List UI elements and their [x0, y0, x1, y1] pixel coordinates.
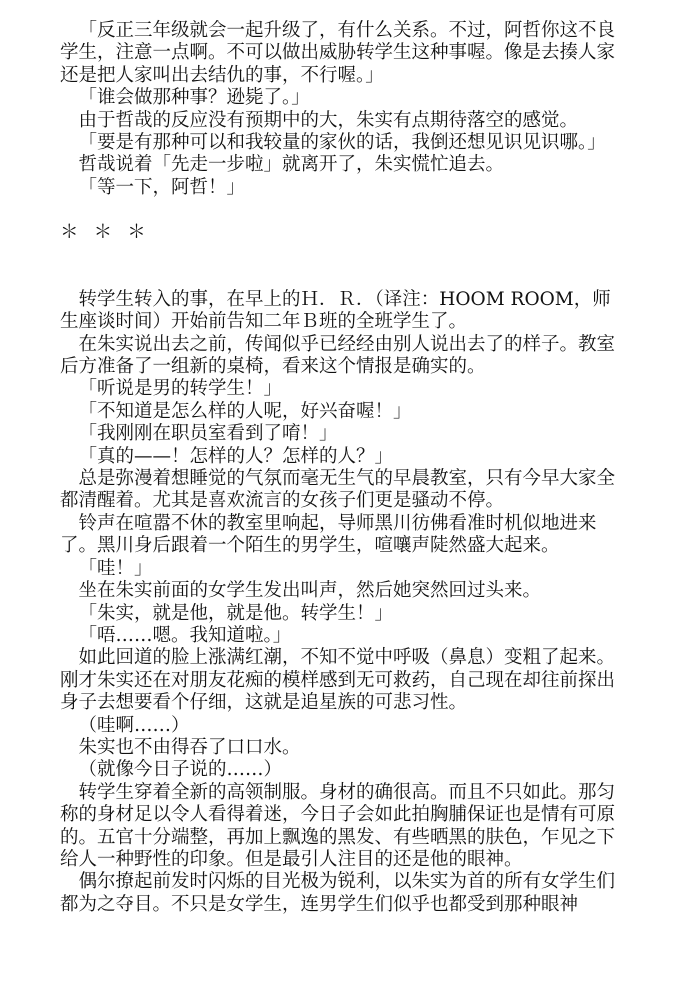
paragraph: 「朱实，就是他，就是他。转学生！」: [78, 602, 394, 624]
paragraph: 由于哲哉的反应没有预期中的大，朱实有点期待落空的感觉。: [78, 109, 579, 131]
paragraph: 「谁会做那种事？逊毙了。」: [78, 87, 310, 109]
paragraph: 「等一下，阿哲！」: [78, 176, 246, 198]
paragraph: 「要是有那种可以和我较量的家伙的话，我倒还想见识见识哪。」: [78, 132, 606, 154]
blank-line: [60, 244, 628, 266]
paragraph: 「真的——！怎样的人？怎样的人？」: [78, 445, 394, 467]
blank-line: [60, 199, 628, 221]
paragraph: 转学生转入的事，在早上的Ｈ．Ｒ．（译注：HOOM ROOM，师生座谈时间）开始前告知二年Ｂ班的全班学生了。: [60, 288, 611, 333]
paragraph: 转学生穿着全新的高领制服。身材的确很高。而且不只如此。那匀称的身材足以令人看得着迷，今日子会如此拍胸脯保证也是情有可原的。五官十分端整，再加上飘逸的黑发、有些晒黑的肤色，乍见之下给人一种野性的印象。但是最引人注目的还是他的眼神。: [60, 781, 616, 870]
paragraph: （哇啊……）: [78, 714, 190, 736]
paragraph: 「唔……嗯。我知道啦。」: [78, 624, 292, 646]
paragraph: 「反正三年级就会一起升级了，有什么关系。不过，阿哲你这不良学生，注意一点啊。不可以做出威胁转学生这种事喔。像是去揍人家还是把人家叫出去结仇的事，不行喔。」: [60, 20, 616, 86]
paragraph: （就像今日子说的……）: [78, 759, 283, 781]
section-separator: ＊ ＊ ＊: [60, 221, 148, 243]
paragraph: 哲哉说着「先走一步啦」就离开了，朱实慌忙追去。: [78, 154, 505, 176]
paragraph: 坐在朱实前面的女学生发出叫声，然后她突然回过头来。: [78, 580, 542, 602]
blank-line: [60, 266, 628, 288]
paragraph: 偶尔撩起前发时闪烁的目光极为锐利，以朱实为首的所有女学生们都为之夺目。不只是女学生，连男学生们似乎也都受到那种眼神: [60, 871, 616, 915]
paragraph: 在朱实说出去之前，传闻似乎已经经由别人说出去了的样子。教室后方准备了一组新的桌椅，看来这个情报是确实的。: [60, 333, 616, 378]
paragraph: 朱实也不由得吞了口口水。: [78, 736, 301, 758]
paragraph: 铃声在喧嚣不休的教室里响起，导师黑川彷佛看准时机似地进来了。黑川身后跟着一个陌生的男学生，喧嚷声陡然盛大起来。: [60, 512, 597, 557]
paragraph: 「我刚刚在职员室看到了唷！」: [78, 423, 338, 445]
paragraph: 「哇！」: [78, 557, 153, 579]
paragraph: 「不知道是怎么样的人呢，好兴奋喔！」: [78, 400, 412, 422]
paragraph: 「听说是男的转学生！」: [78, 378, 283, 400]
paragraph: 如此回道的脸上涨满红潮，不知不觉中呼吸（鼻息）变粗了起来。刚才朱实还在对朋友花痴的模样感到无可救药，自己现在却往前探出身子去想要看个仔细，这就是追星族的可悲习性。: [60, 647, 616, 714]
paragraph: 总是弥漫着想睡觉的气氛而毫无生气的早晨教室，只有今早大家全都清醒着。尤其是喜欢流言的女孩子们更是骚动不停。: [60, 468, 616, 512]
novel-page-text: [60, 20, 628, 916]
